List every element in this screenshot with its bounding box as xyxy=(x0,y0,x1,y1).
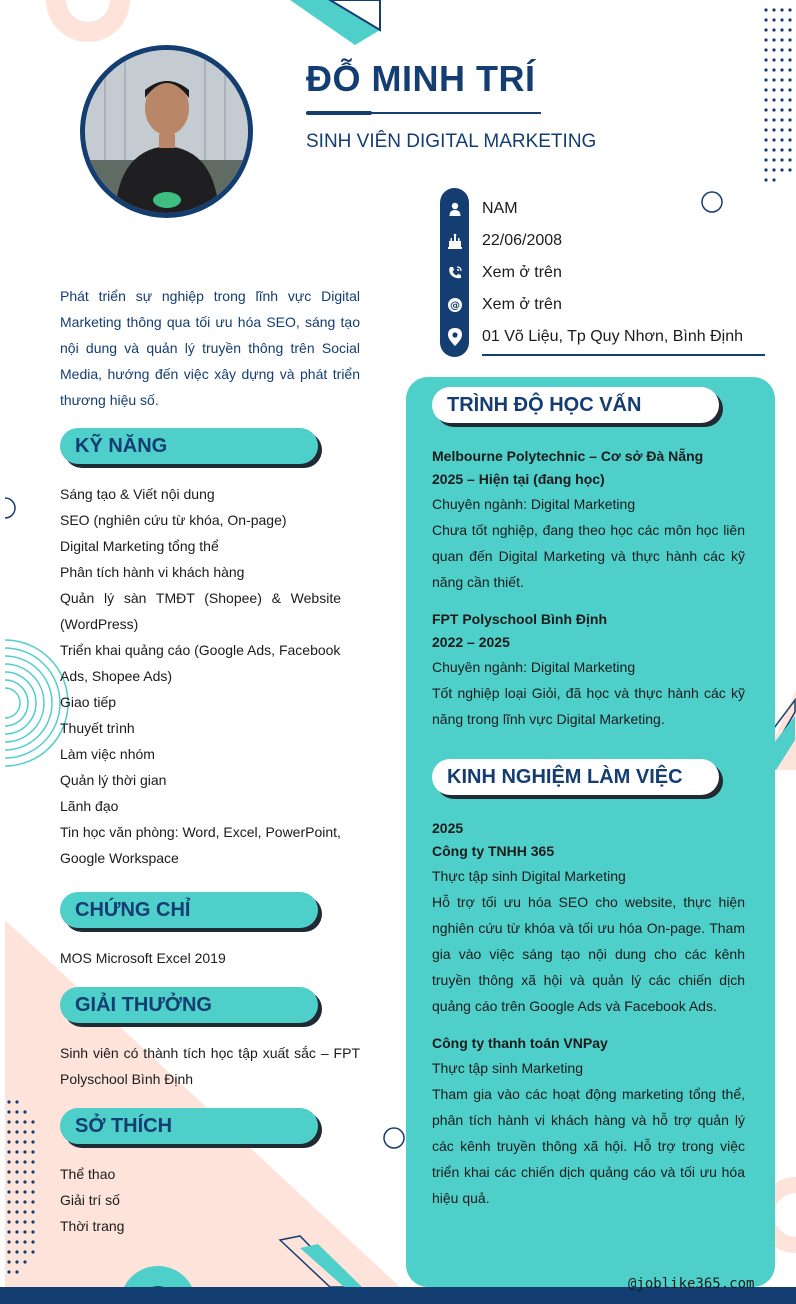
skill-item: SEO (nghiên cứu từ khóa, On-page) xyxy=(60,512,287,528)
education-list xyxy=(432,445,745,732)
experience-year: 2025 xyxy=(432,820,464,836)
education-period: 2022 – 2025 xyxy=(432,634,510,650)
contact-birthday-text: 22/06/2008 xyxy=(482,232,563,249)
contact-email xyxy=(440,289,562,321)
name-divider-accent xyxy=(306,111,372,115)
section-title-awards: GIẢI THƯỞNG xyxy=(60,987,318,1023)
contact-gender xyxy=(440,193,518,225)
experience-position: Thực tập sinh Marketing xyxy=(432,1060,583,1076)
awards-list xyxy=(60,1040,360,1092)
skill-item: Giao tiếp xyxy=(60,694,117,710)
education-description: Chưa tốt nghiệp, đang theo học các môn học liên quan đến Digital Marketing và thực hành các kỹ năng cần thiết. xyxy=(432,522,745,590)
experience-description: Hỗ trợ tối ưu hóa SEO cho website, thực hiện nghiên cứu từ khóa và tối ưu hóa On-page. Tham gia vào việc sáng tạo nội dung cho các kênh truyền thông xã hội và quản lý các chiến dịch quảng cáo trên Google Ads và Facebook Ads. xyxy=(432,894,745,1014)
education-description: Tốt nghiệp loại Giỏi, đã học và thực hành các kỹ năng trong lĩnh vực Digital Marketing. xyxy=(432,685,745,727)
experience-description: Tham gia vào các hoạt động marketing tổng thể, phân tích hành vi khách hàng và hỗ trợ quản lý các kênh truyền thông xã hội. Hỗ trợ trong việc triển khai các chiến dịch quảng cáo và tối ưu hóa hiệu quả. xyxy=(432,1086,745,1206)
section-title-hobbies: SỞ THÍCH xyxy=(60,1108,318,1144)
birthday-cake-icon xyxy=(440,233,469,249)
section-title-skills: KỸ NĂNG xyxy=(60,428,318,464)
education-major: Chuyên ngành: Digital Marketing xyxy=(432,496,636,512)
hobby-item: Thời trang xyxy=(60,1218,125,1234)
skill-item: Làm việc nhóm xyxy=(60,746,155,762)
education-major: Chuyên ngành: Digital Marketing xyxy=(432,659,636,675)
watermark: @joblike365.com xyxy=(628,1276,755,1292)
certificate-item: MOS Microsoft Excel 2019 xyxy=(60,950,226,966)
skill-item: Tin học văn phòng: Word, Excel, PowerPoint, Google Workspace xyxy=(60,824,341,866)
contact-phone xyxy=(440,257,562,289)
candidate-role: SINH VIÊN DIGITAL MARKETING xyxy=(306,131,597,152)
education-school: Melbourne Polytechnic – Cơ sở Đà Nẵng xyxy=(432,448,704,464)
section-title-certificates: CHỨNG CHỈ xyxy=(60,892,318,928)
spacer xyxy=(432,595,745,608)
candidate-name: ĐỖ MINH TRÍ xyxy=(306,58,536,99)
skill-item: Sáng tạo & Viết nội dung xyxy=(60,486,215,502)
contact-address xyxy=(440,321,743,353)
skill-item: Triển khai quảng cáo (Google Ads, Facebook Ads, Shopee Ads) xyxy=(60,642,341,684)
contact-email-text: Xem ở trên xyxy=(482,296,562,313)
dot-pattern-bottom-left xyxy=(5,1098,41,1288)
certificates-list xyxy=(60,945,341,971)
hobby-item: Giải trí số xyxy=(60,1192,120,1208)
person-icon xyxy=(440,202,469,216)
skill-item: Lãnh đạo xyxy=(60,798,119,814)
contact-birthday xyxy=(440,225,562,257)
location-pin-icon xyxy=(440,328,469,346)
experience-position: Thực tập sinh Digital Marketing xyxy=(432,868,626,884)
section-title-education: TRÌNH ĐỘ HỌC VẤN xyxy=(432,387,719,423)
skill-item: Phân tích hành vi khách hàng xyxy=(60,564,245,580)
contact-underline xyxy=(482,354,765,356)
dot-pattern-top-right xyxy=(762,0,796,190)
skill-item: Quản lý thời gian xyxy=(60,772,167,788)
award-item: Sinh viên có thành tích học tập xuất sắc – FPT Polyschool Bình Định xyxy=(60,1045,360,1087)
skills-list xyxy=(60,481,341,871)
at-sign-icon xyxy=(440,297,469,313)
skill-item: Digital Marketing tổng thể xyxy=(60,538,219,554)
experience-company: Công ty TNHH 365 xyxy=(432,843,555,859)
experience-list xyxy=(432,817,745,1211)
education-period: 2025 – Hiện tại (đang học) xyxy=(432,471,605,487)
section-title-experience: KINH NGHIỆM LÀM VIỆC xyxy=(432,759,719,795)
spacer xyxy=(432,1019,745,1032)
contact-address-text: 01 Võ Liệu, Tp Quy Nhơn, Bình Định xyxy=(482,328,744,345)
profile-photo xyxy=(80,45,253,218)
education-school: FPT Polyschool Bình Định xyxy=(432,611,607,627)
hobbies-list xyxy=(60,1161,341,1239)
hobby-item: Thể thao xyxy=(60,1166,116,1182)
experience-company: Công ty thanh toán VNPay xyxy=(432,1035,608,1051)
skill-item: Quản lý sàn TMĐT (Shopee) & Website (WordPress) xyxy=(60,590,341,632)
career-objective: Phát triển sự nghiệp trong lĩnh vực Digital Marketing thông qua tối ưu hóa SEO, sáng tạo nội dung và quản lý truyền thông trên Social Media, hướng đến việc xây dựng và phát triển thương hiệu số. xyxy=(60,288,360,408)
svg-text:@: @ xyxy=(449,300,460,312)
contact-phone-text: Xem ở trên xyxy=(482,264,562,281)
phone-icon xyxy=(440,265,469,281)
contact-gender-text: NAM xyxy=(482,200,518,217)
skill-item: Thuyết trình xyxy=(60,720,135,736)
